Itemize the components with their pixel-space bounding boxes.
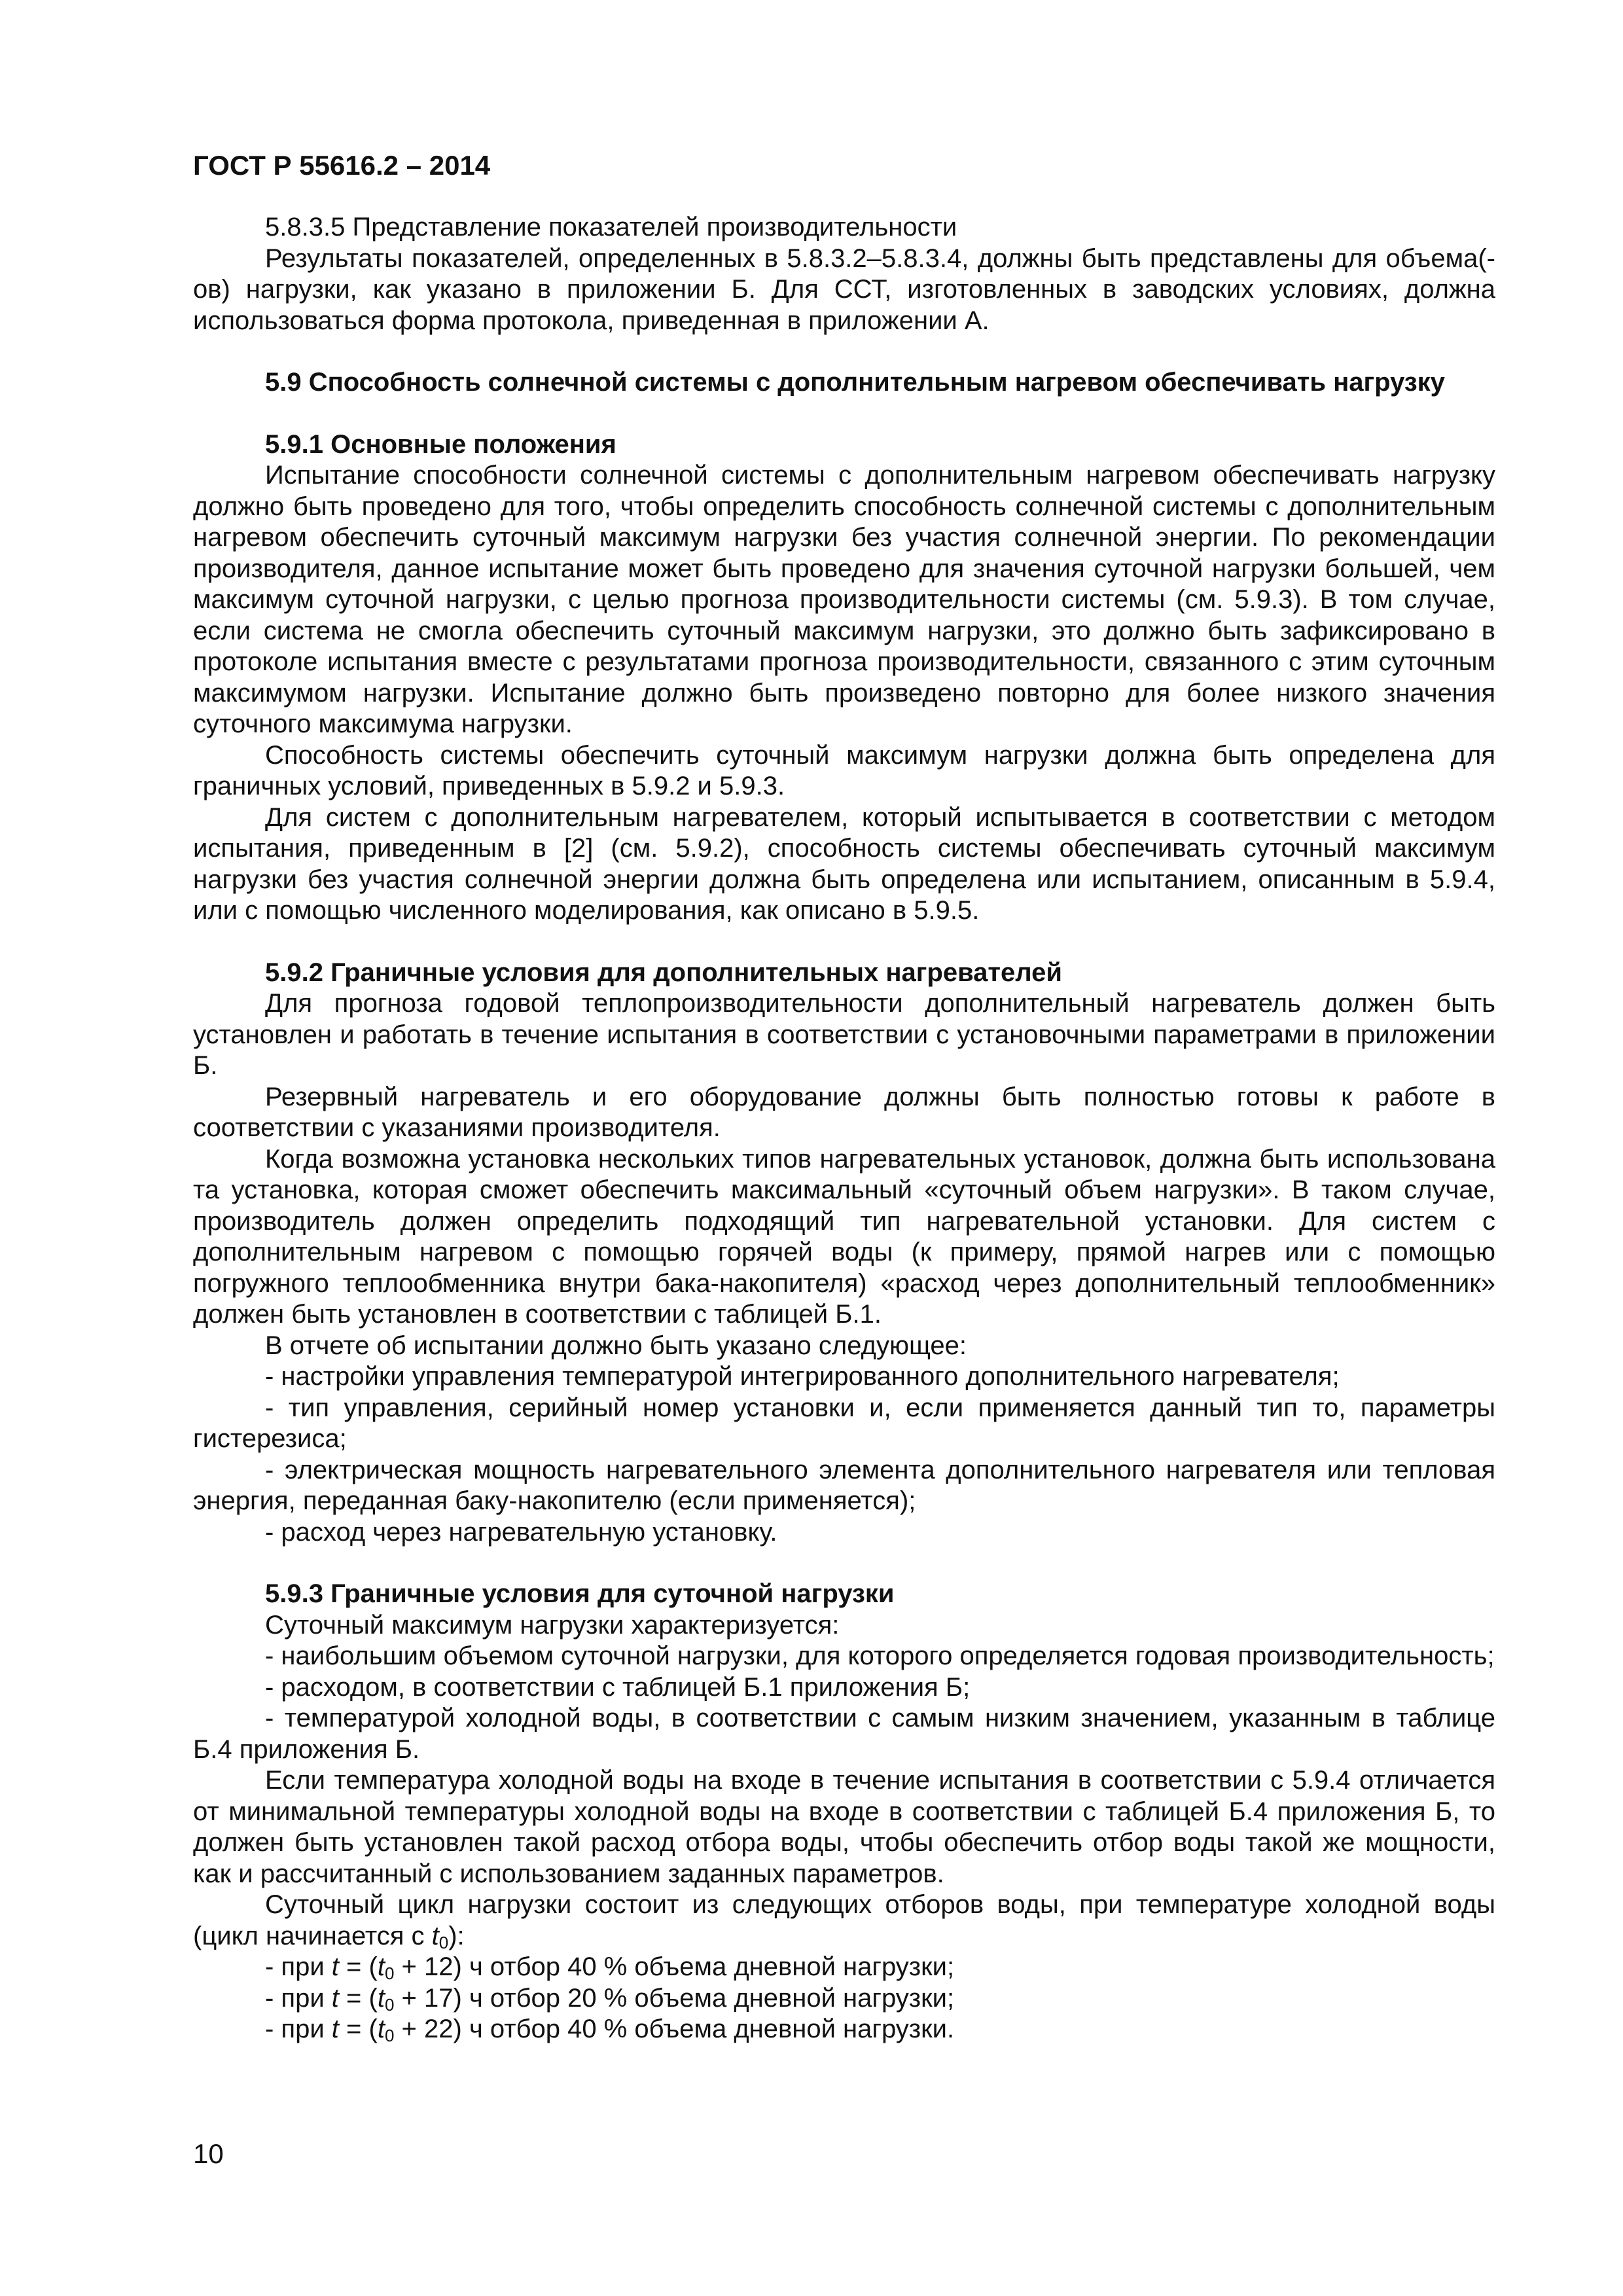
t-symbol: t [377, 2015, 385, 2043]
cycle-item-text: = ( [338, 2015, 378, 2043]
cycle-intro-text: Суточный цикл нагрузки состоит из следующих отборов воды, при температуре холодной воды [265, 1890, 1495, 1919]
cycle-item [193, 2014, 1495, 2045]
paragraph: - тип управления, серийный номер установки и, если применяется данный тип то, параметры гистерезиса; [193, 1393, 1495, 1453]
t-symbol: t [377, 1952, 385, 1981]
cycle-item-text: + 17) [394, 1983, 462, 2013]
paragraph: Результаты показателей, определенных в 5.8.3.2–5.8.3.4, должны быть представлены для объема(-ов) нагрузки, как указано в приложении Б. Для ССТ, изготовленных в заводских условиях, должна использоваться форма протокола, приведенная в приложении А. [193, 243, 1495, 335]
cycle-item [193, 1952, 1495, 1983]
paragraph: Суточный максимум нагрузки характеризуется: [265, 1610, 840, 1640]
paragraph: - расход через нагревательную установку. [265, 1517, 777, 1547]
cycle-intro [193, 1890, 1495, 1952]
cycle-item-text: ч отбор 20 % объема дневной нагрузки; [461, 1983, 955, 2013]
cycle-item-text: = ( [338, 1952, 378, 1981]
cycle-intro-tail: (цикл начинается с [193, 1921, 432, 1950]
cycle-item-text: - при [265, 1983, 332, 2013]
t-subscript: 0 [438, 1932, 449, 1952]
paragraph-gap [193, 1548, 1495, 1579]
paragraph-gap [193, 336, 1495, 367]
paragraph: Если температура холодной воды на входе в течение испытания в соответствии с 5.9.4 отличается от минимальной температуры холодной воды на входе в соответствии с таблицей Б.4 приложения Б, то должен быть установлен такой расход отбора воды, чтобы обеспечить отбор воды такой же мощности, как и рассчитанный с использованием заданных параметров. [193, 1766, 1495, 1888]
paragraph: - настройки управления температурой интегрированного дополнительного нагревателя; [265, 1362, 1340, 1391]
t-subscript: 0 [384, 1964, 395, 1983]
paragraph: 5.8.3.5 Представление показателей производительности [265, 213, 957, 242]
section-heading: 5.9.3 Граничные условия для суточной нагрузки [265, 1579, 895, 1608]
t-symbol: t [431, 1921, 439, 1950]
paragraph: Испытание способности солнечной системы с дополнительным нагревом обеспечивать нагрузку должно быть проведено для того, чтобы определить способность солнечной системы с дополнительным нагревом обеспечить суточный максимум нагрузки без участия солнечной энергии. По рекомендации производителя, данное испытание может быть проведено для значения суточной нагрузки большей, чем максимум суточной нагрузки, с целью прогноза производительности системы (см. 5.9.3). В том случае, если система не смогла обеспечить суточный максимум нагрузки, это должно быть зафиксировано в протоколе испытания вместе с результатами прогноза производительности, связанного с этим суточным максимумом нагрузки. Испытание должно быть произведено повторно для более низкого значения суточного максимума нагрузки. [193, 461, 1495, 738]
cycle-item-text: - при [265, 1952, 332, 1981]
t-subscript: 0 [384, 2026, 395, 2045]
t-symbol: t [331, 1983, 339, 2013]
cycle-item-text: - при [265, 2015, 332, 2043]
t-subscript: 0 [384, 1994, 395, 2015]
cycle-item-text: + 12) [394, 1952, 462, 1981]
document-body [193, 212, 1495, 2045]
t-symbol: t [331, 1952, 339, 1981]
t-symbol: t [331, 2015, 339, 2043]
cycle-item-text: ч отбор 40 % объема дневной нагрузки; [461, 1952, 955, 1981]
section-heading: 5.9.2 Граничные условия для дополнительных нагревателей [265, 958, 1062, 987]
cycle-intro-end: ): [448, 1921, 465, 1950]
paragraph-gap [193, 927, 1495, 958]
cycle-item [193, 1983, 1495, 2015]
paragraph-gap [193, 399, 1495, 429]
paragraph: - температурой холодной воды, в соответствии с самым низким значением, указанным в таблице Б.4 приложения Б. [193, 1704, 1495, 1764]
document-header: ГОСТ Р 55616.2 – 2014 [193, 150, 491, 181]
paragraph: - наибольшим объемом суточной нагрузки, для которого определяется годовая производительность; [265, 1641, 1495, 1670]
cycle-item-text: = ( [338, 1983, 378, 2013]
cycle-item-text: + 22) [394, 2015, 462, 2043]
section-heading: 5.9.1 Основные положения [265, 429, 616, 459]
paragraph: В отчете об испытании должно быть указано следующее: [265, 1331, 967, 1360]
t-symbol: t [377, 1983, 385, 2013]
paragraph: Для систем с дополнительным нагревателем, который испытывается в соответствии с методом испытания, приведенным в [2] (см. 5.9.2), способность системы обеспечивать суточный максимум нагрузки без участия солнечной энергии должна быть определена или испытанием, описанным в 5.9.4, или с помощью численного моделирования, как описано в 5.9.5. [193, 802, 1495, 925]
paragraph: Для прогноза годовой теплопроизводительности дополнительный нагреватель должен быть установлен и работать в течение испытания в соответствии с установочными параметрами в приложении Б. [193, 989, 1495, 1080]
paragraph: - расходом, в соответствии с таблицей Б.1 приложения Б; [265, 1672, 971, 1702]
section-heading: 5.9 Способность солнечной системы с дополнительным нагревом обеспечивать нагрузку [265, 368, 1445, 397]
page-number: 10 [193, 2138, 224, 2169]
cycle-item-text: ч отбор 40 % объема дневной нагрузки. [461, 2015, 955, 2043]
paragraph: - электрическая мощность нагревательного элемента дополнительного нагревателя или тепловая энергия, переданная баку-накопителю (если применяется); [193, 1455, 1495, 1515]
paragraph: Способность системы обеспечить суточный максимум нагрузки должна быть определена для граничных условий, приведенных в 5.9.2 и 5.9.3. [193, 740, 1495, 800]
paragraph: Когда возможна установка нескольких типов нагревательных установок, должна быть использована та установка, которая сможет обеспечить максимальный «суточный объем нагрузки». В таком случае, производитель должен определить подходящий тип нагревательной установки. Для систем с дополнительным нагревом с помощью горячей воды (к примеру, прямой нагрев или с помощью погружного теплообменника внутри бака-накопителя) «расход через дополнительный теплообменник» должен быть установлен в соответствии с таблицей Б.1. [193, 1144, 1495, 1329]
paragraph: Резервный нагреватель и его оборудование должны быть полностью готовы к работе в соответствии с указаниями производителя. [193, 1082, 1495, 1142]
